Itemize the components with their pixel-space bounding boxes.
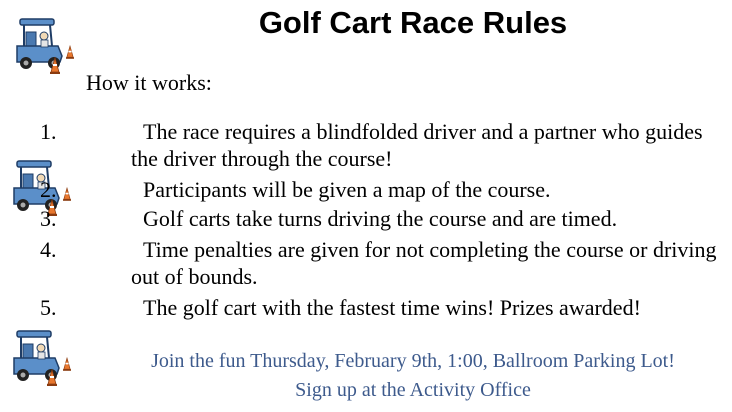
traffic-cone-icon (63, 188, 71, 201)
intro-text: How it works: (86, 70, 212, 95)
list-item-number: 1. (40, 119, 57, 144)
list-item-text: Participants will be given a map of the course. (143, 177, 551, 202)
traffic-cone-icon (66, 46, 74, 59)
list-item-text: Golf carts take turns driving the course and are timed. (143, 206, 618, 231)
traffic-cone-icon (63, 358, 71, 371)
list-item-number: 3. (40, 206, 57, 231)
signup-info: Sign up at the Activity Office (295, 379, 531, 401)
list-item-text: Time penalties are given for not completing the course or driving out of bounds. (131, 237, 717, 289)
list-item-number: 2. (40, 177, 57, 202)
list-item-number: 4. (40, 237, 57, 262)
list-item-text: The golf cart with the fastest time wins! Prizes awarded! (143, 295, 641, 320)
golf-cart-icon (11, 328, 77, 386)
list-item-text: The race requires a blindfolded driver and a partner who guides the driver through the course! (131, 119, 703, 171)
page-title: Golf Cart Race Rules (258, 5, 568, 40)
list-item-number: 5. (40, 295, 57, 320)
event-info: Join the fun Thursday, February 9th, 1:00, Ballroom Parking Lot! (151, 350, 675, 372)
